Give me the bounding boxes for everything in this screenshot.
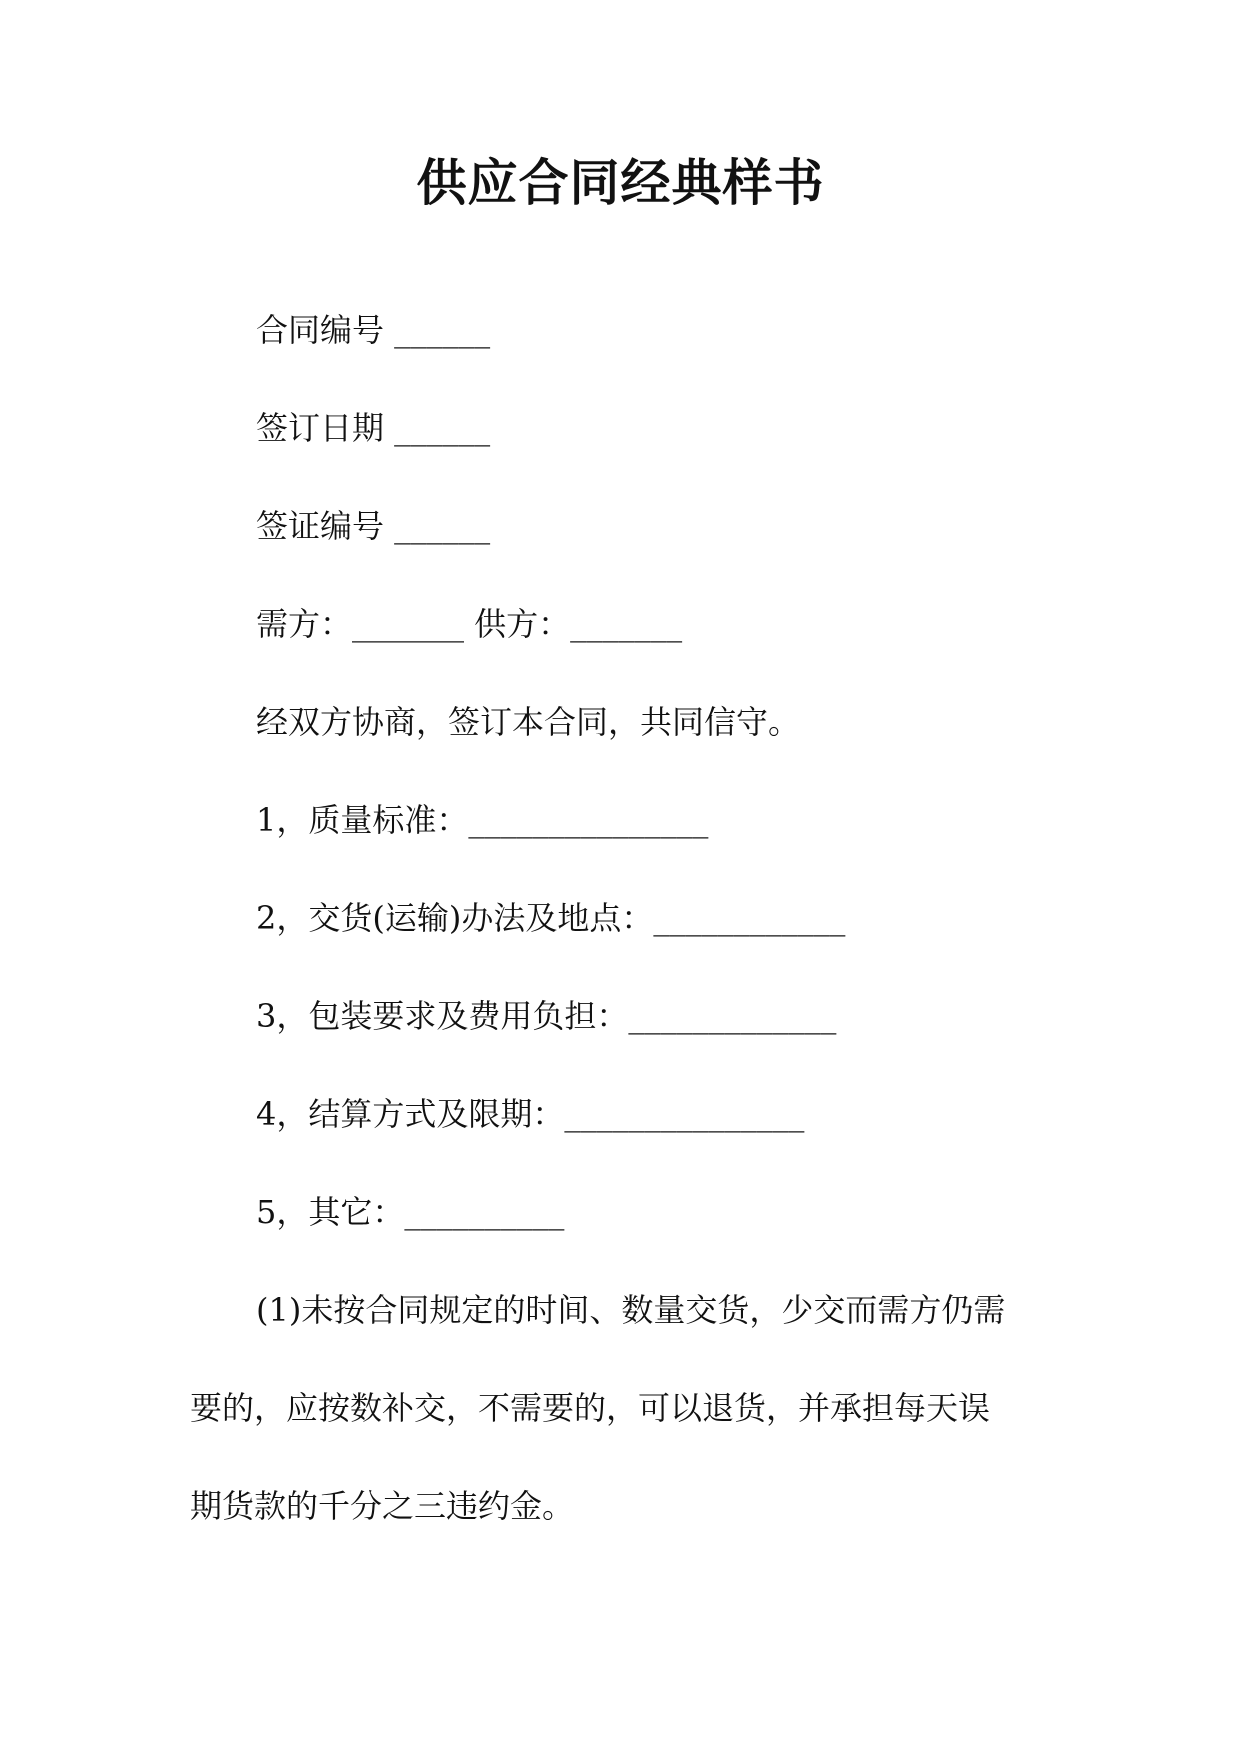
clause-settlement: 4，结算方式及限期：_______________ — [256, 1095, 805, 1133]
penalty-line: (1)未按合同规定的时间、数量交货，少交而需方仍需 — [256, 1291, 1006, 1329]
penalty-paragraph — [190, 1288, 1050, 1582]
penalty-line: 期货款的千分之三违约金。 — [190, 1487, 575, 1525]
visa-number-field: 签证编号 ______ — [256, 507, 491, 545]
document-title: 供应合同经典样书 — [416, 154, 825, 212]
penalty-line: 要的，应按数补交，不需要的，可以退货，并承担每天误 — [190, 1389, 991, 1427]
parties-field: 需方：_______ 供方：_______ — [256, 605, 683, 643]
intro-text: 经双方协商，签订本合同，共同信守。 — [256, 703, 801, 741]
clause-packaging: 3，包装要求及费用负担：_____________ — [256, 997, 837, 1035]
contract-number-field: 合同编号 ______ — [256, 311, 491, 349]
clause-other: 5，其它：__________ — [256, 1193, 565, 1231]
clause-delivery: 2，交货(运输)办法及地点：____________ — [256, 899, 846, 937]
clause-quality: 1，质量标准：_______________ — [256, 801, 709, 839]
signing-date-field: 签订日期 ______ — [256, 409, 491, 447]
